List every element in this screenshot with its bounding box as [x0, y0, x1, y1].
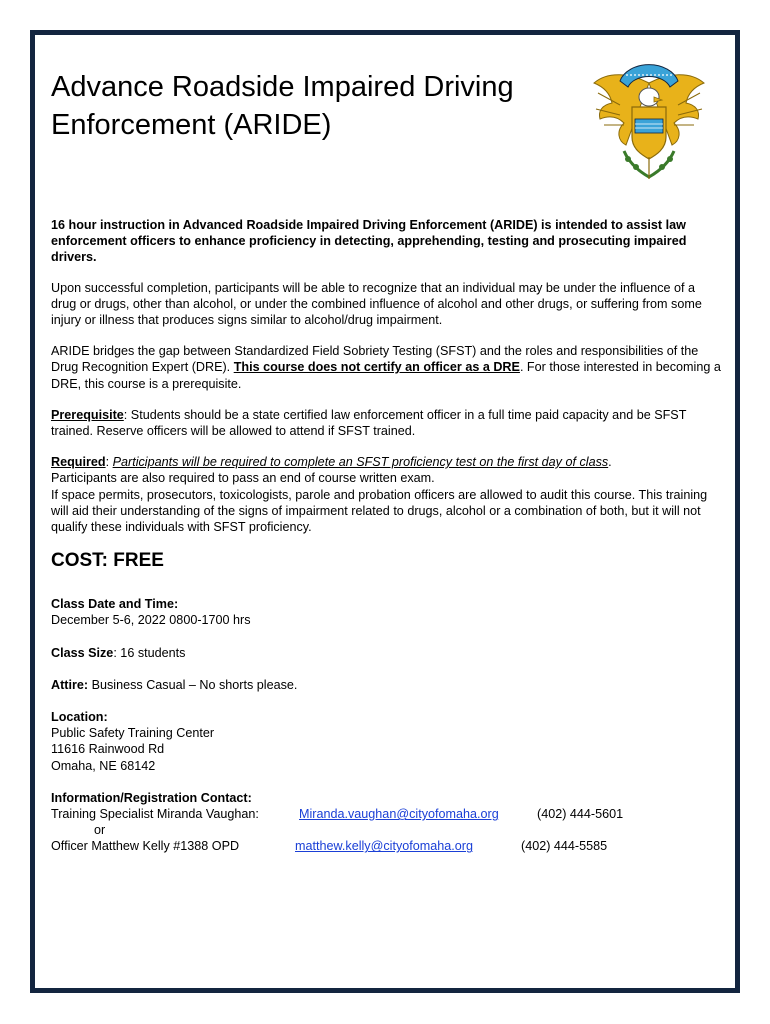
- contact-1-email-link[interactable]: Miranda.vaughan@cityofomaha.org: [299, 807, 499, 822]
- aride-text-1: ARIDE bridges the gap between Standardized Field Sobriety Testing (SFST) and the roles and responsibilities of the Drug Recognition Expert (DRE).: [51, 344, 699, 375]
- contact-1-phone: (402) 444-5601: [537, 807, 624, 822]
- required-exam: Participants are also required to pass an end of course written exam.: [51, 471, 435, 486]
- eagle-seal-icon: [590, 53, 708, 185]
- audit-paragraph: If space permits, prosecutors, toxicologists, parole and probation officers are allowed to audit this course. This training will aid their understanding of the signs of impairment related to drugs, alcohol or a combination of both, but it will not qualify these individuals with SFST proficiency.: [51, 487, 708, 535]
- required-period: .: [608, 455, 612, 470]
- class-date-value: December 5-6, 2022 0800-1700 hrs: [51, 613, 251, 628]
- class-size: [51, 645, 721, 661]
- location-label: Location:: [51, 710, 108, 725]
- contact-or-row: [51, 822, 721, 838]
- aride-paragraph: [51, 343, 721, 392]
- page-title: Advance Roadside Impaired Driving Enforcement (ARIDE): [51, 71, 514, 141]
- required-colon: :: [105, 455, 113, 470]
- required-label: Required: [51, 455, 106, 470]
- attire: [51, 677, 721, 693]
- prerequisite-text: : Students should be a state certified law enforcement officer in a full time paid capacity and be SFST trained. Reserve officers will be allowed to attend if SFST trained.: [51, 407, 687, 439]
- attire-label: Attire:: [51, 677, 89, 692]
- dre-disclaimer: This course does not certify an officer as a DRE: [233, 360, 520, 375]
- contact-2-email-link[interactable]: matthew.kelly@cityofomaha.org: [295, 839, 473, 854]
- intro-paragraph: 16 hour instruction in Advanced Roadside Impaired Driving Enforcement (ARIDE) is intended to assist law enforcement officers to enhance proficiency in detecting, apprehending, testing and prosecuting impaired drivers.: [51, 218, 687, 265]
- attire-value: Business Casual – No shorts please.: [88, 677, 298, 692]
- cost-heading: COST: FREE: [51, 550, 164, 572]
- contact-label: Information/Registration Contact:: [51, 790, 252, 805]
- required-paragraph: [51, 454, 721, 470]
- location-line-3: Omaha, NE 68142: [51, 758, 156, 773]
- contact-row-1: [51, 806, 721, 822]
- contact-or: or: [94, 823, 106, 838]
- class-size-value: : 16 students: [113, 645, 186, 660]
- aride-text-2: . For those interested in becoming a DRE, this course is a prerequisite.: [51, 360, 721, 391]
- class-date-label: Class Date and Time:: [51, 597, 179, 612]
- contact-1-name: Training Specialist Miranda Vaughan:: [51, 807, 259, 822]
- location-line-2: 11616 Rainwood Rd: [51, 742, 165, 757]
- completion-paragraph: Upon successful completion, participants will be able to recognize that an individual may be under the influence of a drug or drugs, other than alcohol, or under the combined influence of alcohol and other drugs, or suffering from some injury or illness that produces signs similar to alcohol/drug impairment.: [51, 280, 702, 328]
- flyer-content: [51, 217, 721, 855]
- class-size-label: Class Size: [51, 645, 114, 660]
- contact-row-2: [51, 838, 721, 854]
- contact-2-phone: (402) 444-5585: [521, 839, 608, 854]
- prerequisite-paragraph: [51, 407, 721, 439]
- flyer-frame: [30, 30, 740, 993]
- required-italic: Participants will be required to complete an SFST proficiency test on the first day of class: [112, 455, 609, 470]
- location-line-1: Public Safety Training Center: [51, 726, 215, 741]
- contact-2-name: Officer Matthew Kelly #1388 OPD: [51, 839, 240, 854]
- prerequisite-label: Prerequisite: [51, 407, 124, 422]
